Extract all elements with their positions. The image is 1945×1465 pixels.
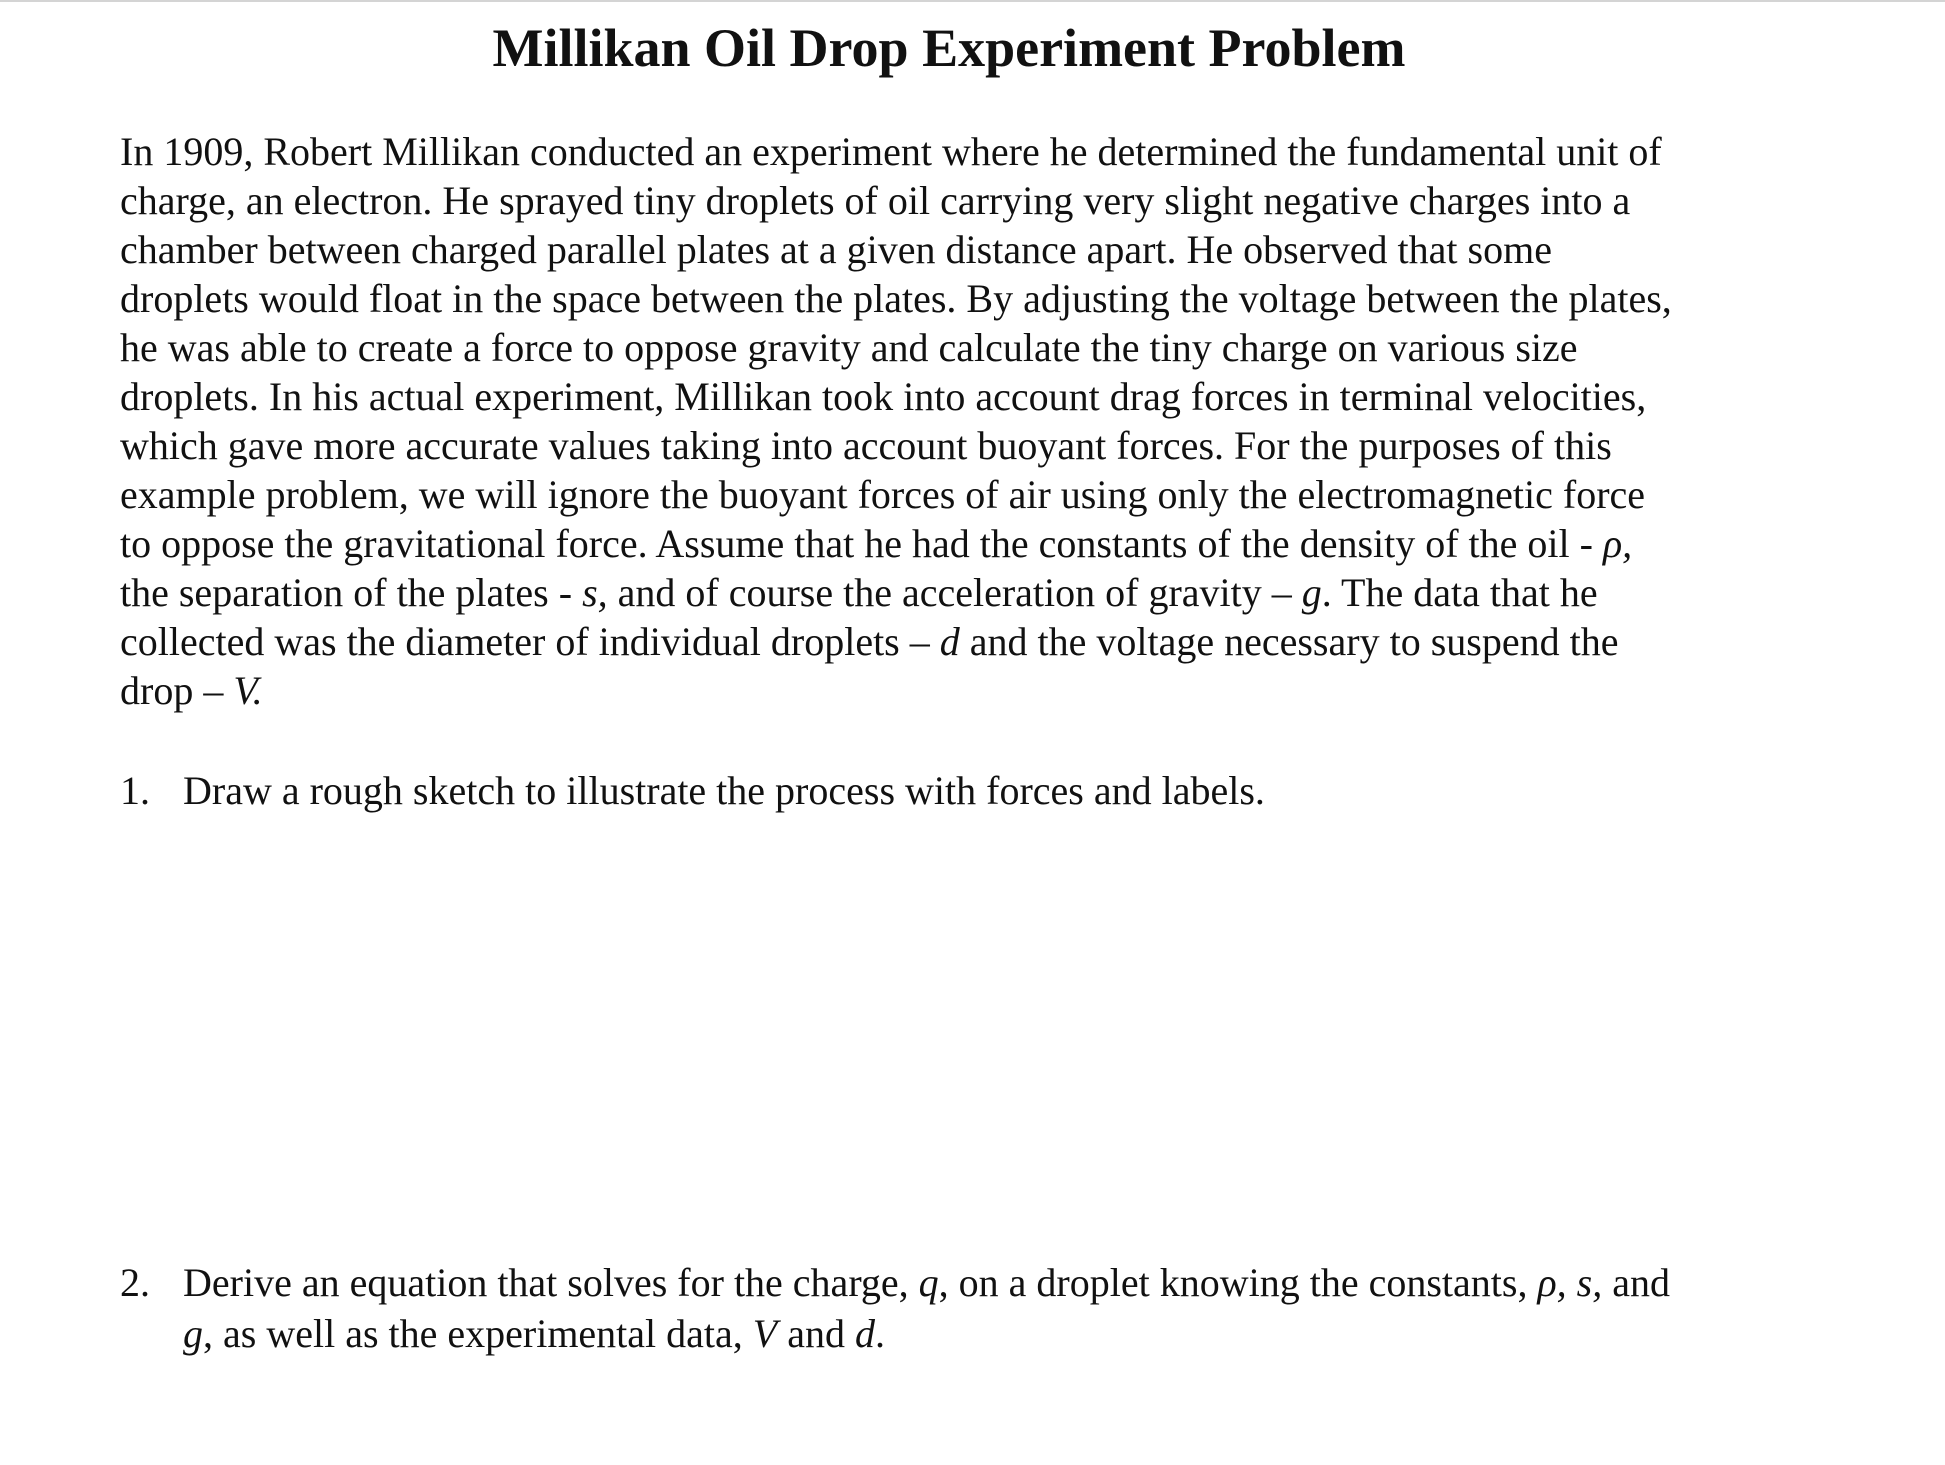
- intro-paragraph: [120, 127, 1910, 715]
- symbol-d: d: [939, 619, 960, 664]
- question-text: Derive an equation that solves for the charge, q, on a droplet knowing the constants, ρ, s, and: [183, 1260, 1670, 1305]
- symbol-d: d: [855, 1311, 875, 1356]
- intro-line: he was able to create a force to oppose gravity and calculate the tiny charge on various size: [120, 325, 1578, 370]
- symbol-constants: ρ, s,: [1537, 1260, 1603, 1305]
- symbol-rho: ρ,: [1602, 521, 1633, 566]
- question-1: [120, 765, 1910, 816]
- question-number: 1.: [120, 768, 150, 813]
- intro-line: which gave more accurate values taking into account buoyant forces. For the purposes of this: [120, 423, 1612, 468]
- intro-line-text: and the voltage necessary to suspend the: [959, 619, 1619, 664]
- intro-line: [120, 519, 1910, 568]
- intro-line: charge, an electron. He sprayed tiny droplets of oil carrying very slight negative charges into a: [120, 178, 1631, 223]
- intro-line: droplets. In his actual experiment, Millikan took into account drag forces in terminal velocities,: [120, 374, 1647, 419]
- symbol-s: s,: [582, 570, 608, 615]
- intro-line: In 1909, Robert Millikan conducted an experiment where he determined the fundamental unit of: [120, 129, 1662, 174]
- intro-line-text: . The data that he: [1321, 570, 1598, 615]
- top-divider: [0, 0, 1945, 2]
- intro-line: example problem, we will ignore the buoyant forces of air using only the electromagnetic force: [120, 472, 1646, 517]
- intro-line-text: to oppose the gravitational force. Assume that he had the constants of the density of the oil -: [120, 521, 1603, 566]
- intro-line-text: collected was the diameter of individual droplets –: [120, 619, 940, 664]
- intro-line: [120, 666, 1910, 715]
- page-title: Millikan Oil Drop Experiment Problem: [492, 18, 1406, 78]
- question-text: g, as well as the experimental data, V and d.: [183, 1311, 885, 1356]
- intro-line: [120, 568, 1910, 617]
- question-2: [120, 1257, 1910, 1359]
- intro-line: chamber between charged parallel plates at a given distance apart. He observed that some: [120, 227, 1552, 272]
- symbol-g: g: [1301, 570, 1322, 615]
- intro-line-text: the separation of the plates -: [120, 570, 583, 615]
- intro-line-text: drop –: [120, 668, 234, 713]
- symbol-g: g: [183, 1311, 203, 1356]
- symbol-v: V: [752, 1311, 778, 1356]
- symbol-q: q: [918, 1260, 939, 1305]
- question-text: Draw a rough sketch to illustrate the process with forces and labels.: [183, 768, 1265, 813]
- intro-line-text: and of course the acceleration of gravity –: [607, 570, 1302, 615]
- question-number: 2.: [120, 1260, 150, 1305]
- intro-line: [120, 617, 1910, 666]
- symbol-v: V.: [233, 668, 263, 713]
- intro-line: droplets would float in the space between the plates. By adjusting the voltage between the plates,: [120, 276, 1672, 321]
